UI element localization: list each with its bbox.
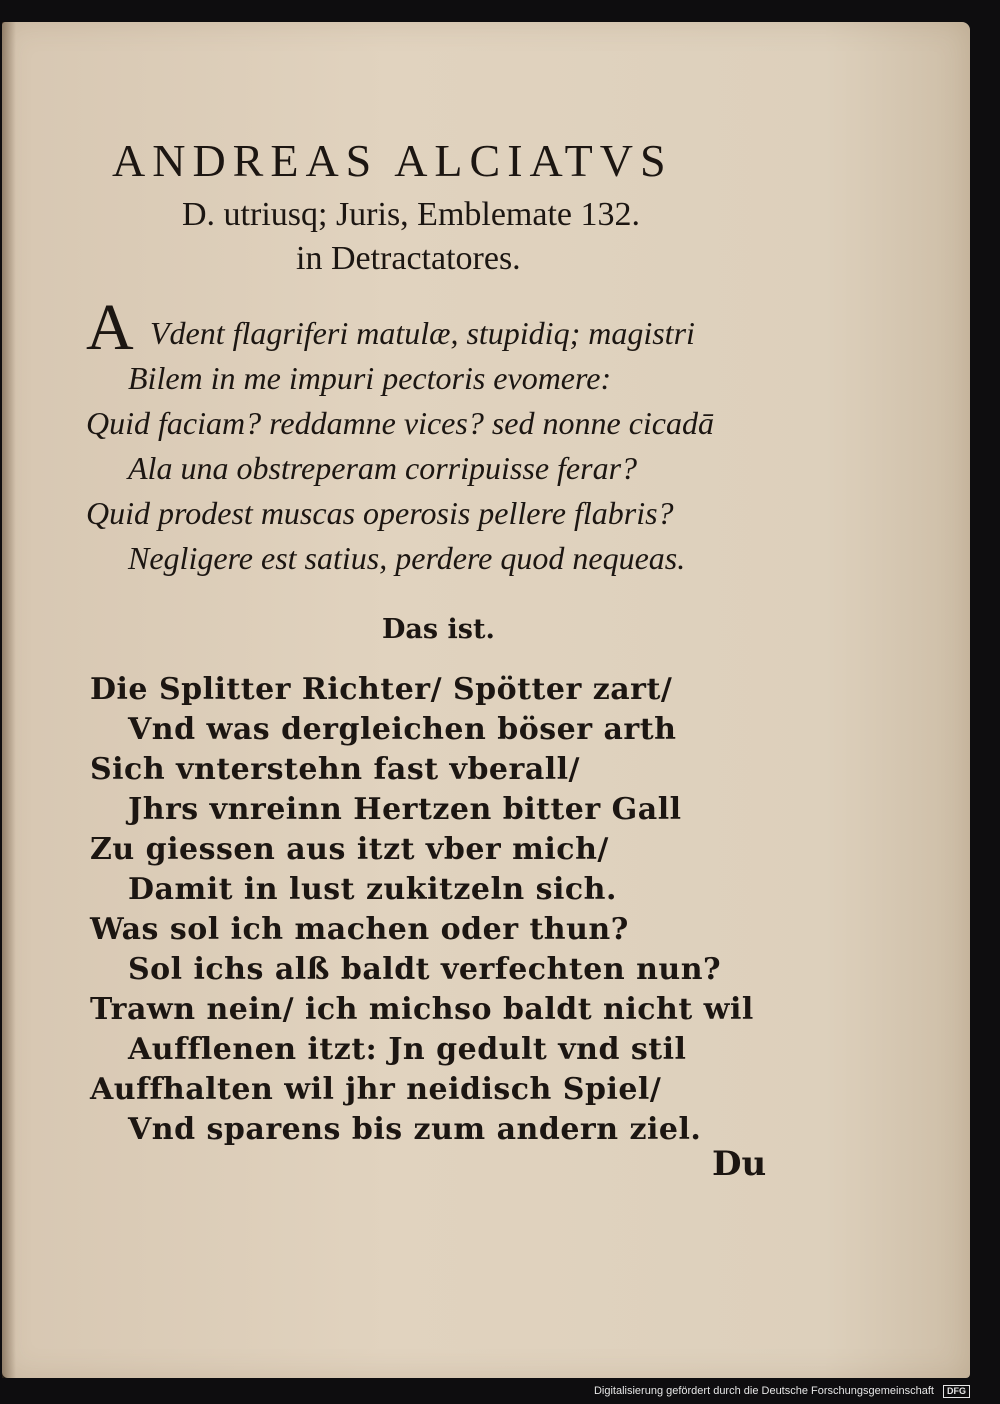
german-line-4: Jhrs vnreinn Hertzen bitter Gall <box>128 792 682 827</box>
latin-line-2: Bilem in me impuri pectoris evomere: <box>128 360 612 396</box>
german-line-7: Was sol ich machen oder thun? <box>90 912 629 947</box>
german-line-9: Trawn nein/ ich michso baldt nicht wil <box>90 992 754 1027</box>
funding-footer <box>594 1385 970 1398</box>
latin-line-6: Negligere est satius, perdere quod nequeas. <box>128 540 686 576</box>
catchword: Du <box>712 1144 767 1184</box>
german-line-8: Sol ichs alß baldt verfechten nun? <box>128 952 722 987</box>
german-line-2: Vnd was dergleichen böser arth <box>128 712 677 747</box>
funding-footer-text: Digitalisierung gefördert durch die Deutsche Forschungsgemeinschaft <box>593 1385 934 1397</box>
dfg-logo-icon: DFG <box>943 1385 970 1398</box>
das-ist-heading: Das ist. <box>382 614 495 645</box>
heading-subject: in Detractatores. <box>296 240 521 277</box>
latin-line-1: Vdent flagriferi matulæ, stupidiq; magistri <box>150 315 695 351</box>
latin-dropcap: A <box>86 291 134 364</box>
german-line-12: Vnd sparens bis zum andern ziel. <box>128 1112 702 1147</box>
latin-line-5: Quid prodest muscas operosis pellere flabris? <box>86 495 674 531</box>
latin-line-3: Quid faciam? reddamne vices? sed nonne cicadā <box>86 405 714 441</box>
german-line-10: Aufflenen itzt: Jn gedult vnd stil <box>128 1032 687 1067</box>
heading-source: D. utriusq; Juris, Emblemate 132. <box>182 196 641 233</box>
german-line-5: Zu giessen aus itzt vber mich/ <box>90 832 609 867</box>
german-line-3: Sich vnterstehn fast vberall/ <box>90 752 581 787</box>
heading-author: ANDREAS ALCIATVS <box>112 135 673 186</box>
latin-line-4: Ala una obstreperam corripuisse ferar? <box>128 450 638 486</box>
page-spine-shadow <box>2 22 16 1378</box>
german-line-11: Auffhalten wil jhr neidisch Spiel/ <box>90 1072 662 1107</box>
german-line-1: Die Splitter Richter/ Spötter zart/ <box>90 672 673 707</box>
german-line-6: Damit in lust zukitzeln sich. <box>128 872 617 907</box>
